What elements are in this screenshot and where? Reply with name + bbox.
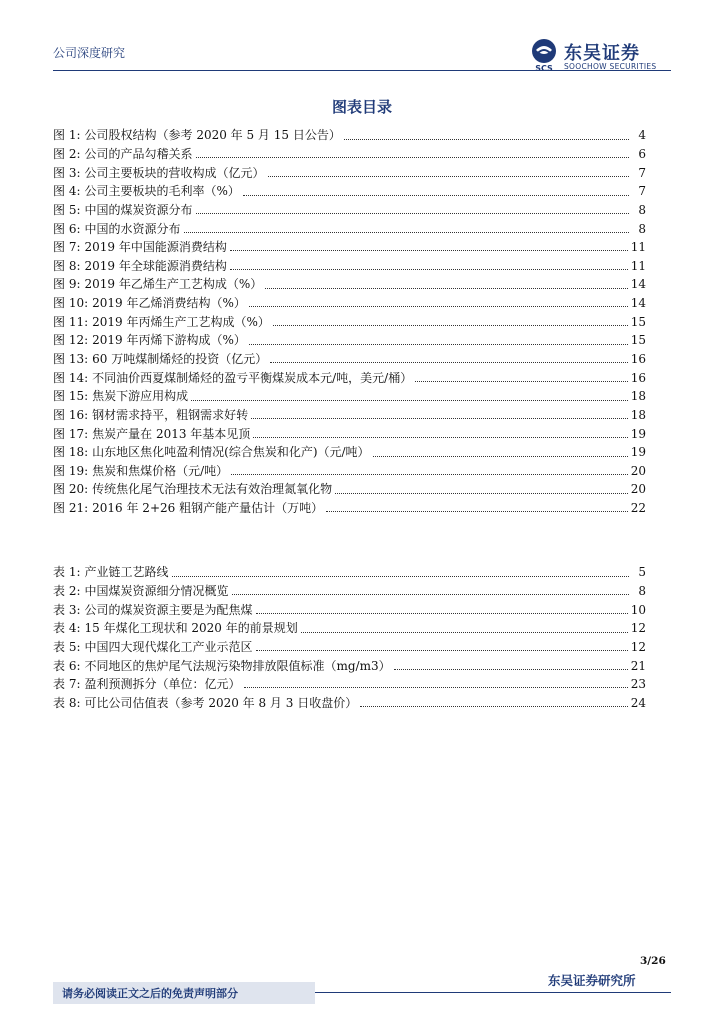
- toc-entry-page: 20: [630, 463, 646, 478]
- page-number: 3/26: [640, 955, 666, 967]
- toc-entry-title: 公司的产品勾稽关系: [84, 146, 193, 161]
- figure-toc-entry[interactable]: [53, 163, 646, 182]
- toc-entry-page: 19: [630, 445, 646, 460]
- toc-entry-label: 图 17:: [53, 426, 89, 441]
- toc-entry-title: 可比公司估值表（参考 2020 年 8 月 3 日收盘价）: [84, 695, 358, 710]
- table-toc-entry[interactable]: [53, 619, 646, 638]
- figure-toc-entry[interactable]: [53, 126, 646, 145]
- toc-entry-page: 8: [638, 221, 646, 236]
- toc-entry-label: 图 6:: [53, 221, 81, 236]
- toc-dot-leader: [232, 593, 629, 595]
- toc-entry-label: 图 16:: [53, 407, 89, 422]
- toc-entry-page: 20: [630, 482, 646, 497]
- toc-entry-page: 21: [630, 658, 646, 673]
- toc-entry-page: 16: [630, 370, 646, 385]
- logo-english-name: SOOCHOW SECURITIES: [564, 62, 657, 71]
- table-toc-entry[interactable]: [53, 600, 646, 619]
- toc-dot-leader: [244, 686, 628, 688]
- toc-entry-title: 15 年煤化工现状和 2020 年的前景规划: [84, 621, 298, 636]
- figure-toc-entry[interactable]: [53, 462, 646, 481]
- toc-dot-leader: [326, 510, 628, 512]
- toc-entry-label: 图 20:: [53, 482, 89, 497]
- toc-entry-page: 12: [630, 639, 646, 654]
- figure-toc-entry[interactable]: [53, 145, 646, 164]
- toc-dot-leader: [249, 305, 628, 307]
- figure-toc-entry[interactable]: [53, 312, 646, 331]
- toc-entry-page: 18: [630, 389, 646, 404]
- toc-dot-leader: [253, 436, 627, 438]
- toc-entry-label: 图 19:: [53, 463, 89, 478]
- toc-dot-leader: [249, 343, 628, 345]
- figure-toc-entry[interactable]: [53, 201, 646, 220]
- toc-entry-page: 7: [638, 184, 646, 199]
- toc-entry-title: 公司股权结构（参考 2020 年 5 月 15 日公告）: [84, 128, 341, 143]
- toc-dot-leader: [191, 399, 628, 401]
- toc-entry-title: 2019 年中国能源消费结构: [84, 240, 227, 255]
- toc-entry-title: 中国的煤炭资源分布: [84, 202, 193, 217]
- company-logo: [528, 38, 674, 72]
- toc-entry-page: 7: [638, 165, 646, 180]
- toc-entry-title: 产业链工艺路线: [84, 565, 169, 580]
- toc-entry-label: 表 4:: [53, 621, 81, 636]
- figure-toc-entry[interactable]: [53, 182, 646, 201]
- toc-entry-label: 表 5:: [53, 639, 81, 654]
- toc-entry-page: 10: [630, 602, 646, 617]
- toc-entry-page: 16: [630, 352, 646, 366]
- toc-entry-title: 2019 年丙烯下游构成（%）: [92, 333, 246, 348]
- toc-entry-label: 图 1:: [53, 128, 81, 143]
- toc-dot-leader: [268, 175, 629, 177]
- toc-entry-label: 图 9:: [53, 277, 81, 292]
- toc-entry-page: 22: [630, 501, 646, 516]
- figure-toc-entry[interactable]: [53, 350, 646, 369]
- footer-divider: [315, 992, 671, 993]
- toc-dot-leader: [231, 473, 628, 475]
- toc-entry-title: 不同地区的焦炉尾气法规污染物排放限值标准（mg/m3）: [84, 658, 391, 673]
- toc-entry-label: 表 7:: [53, 677, 81, 692]
- toc-entry-title: 不同油价西夏煤制烯烃的盈亏平衡煤炭成本元/吨，美元/桶）: [92, 370, 413, 385]
- header-divider: [53, 70, 671, 71]
- toc-entry-title: 焦炭下游应用构成: [92, 389, 189, 404]
- toc-entry-label: 图 13:: [53, 352, 89, 366]
- toc-entry-page: 8: [638, 583, 646, 598]
- toc-entry-page: 4: [638, 128, 646, 143]
- toc-dot-leader: [301, 631, 628, 633]
- toc-entry-label: 图 7:: [53, 240, 81, 255]
- toc-dot-leader: [270, 361, 627, 363]
- figure-toc-list: [53, 126, 646, 517]
- table-toc-entry[interactable]: [53, 693, 646, 712]
- figure-toc-entry[interactable]: [53, 256, 646, 275]
- toc-dot-leader: [344, 138, 629, 140]
- toc-dot-leader: [230, 268, 628, 270]
- figure-toc-entry[interactable]: [53, 480, 646, 499]
- toc-entry-label: 表 6:: [53, 658, 81, 673]
- toc-entry-page: 5: [638, 565, 646, 580]
- toc-entry-title: 中国煤炭资源细分情况概览: [84, 583, 229, 598]
- toc-entry-title: 2019 年丙烯生产工艺构成（%）: [92, 314, 270, 329]
- table-toc-list: [53, 563, 646, 712]
- toc-dot-leader: [273, 324, 628, 326]
- toc-entry-title: 焦炭产量在 2013 年基本见顶: [92, 426, 251, 441]
- toc-entry-label: 表 8:: [53, 695, 81, 710]
- toc-entry-label: 表 2:: [53, 583, 81, 598]
- table-toc-entry[interactable]: [53, 675, 646, 694]
- footer-institute-name: 东吴证券研究所: [548, 973, 636, 988]
- toc-dot-leader: [251, 417, 628, 419]
- toc-dot-leader: [196, 212, 629, 214]
- toc-entry-label: 图 18:: [53, 445, 89, 460]
- table-toc-entry[interactable]: [53, 563, 646, 582]
- toc-entry-title: 2019 年乙烯消费结构（%）: [92, 296, 246, 311]
- toc-dot-leader: [265, 287, 627, 289]
- toc-entry-label: 图 11:: [53, 314, 89, 329]
- figure-toc-entry[interactable]: [53, 294, 646, 313]
- toc-entry-page: 11: [630, 240, 646, 255]
- toc-entry-title: 公司主要板块的毛利率（%）: [84, 184, 240, 199]
- logo-chinese-name: 东吴证券: [564, 43, 640, 64]
- scs-logo-mark-icon: [528, 38, 560, 72]
- toc-entry-page: 6: [638, 146, 646, 161]
- toc-entry-title: 传统焦化尾气治理技术无法有效治理氮氧化物: [92, 482, 333, 497]
- table-toc-entry[interactable]: [53, 582, 646, 601]
- toc-entry-title: 焦炭和焦煤价格（元/吨）: [92, 463, 229, 478]
- figure-toc-entry[interactable]: [53, 499, 646, 518]
- toc-entry-title: 中国的水资源分布: [84, 221, 181, 236]
- toc-entry-title: 公司的煤炭资源主要是为配焦煤: [84, 602, 253, 617]
- logo-mark-text: SCS: [535, 64, 553, 72]
- toc-entry-page: 24: [630, 695, 646, 710]
- toc-entry-label: 表 1:: [53, 565, 81, 580]
- toc-dot-leader: [243, 194, 629, 196]
- toc-entry-page: 14: [630, 277, 646, 292]
- toc-entry-label: 图 2:: [53, 146, 81, 161]
- toc-entry-page: 15: [630, 314, 646, 329]
- toc-dot-leader: [360, 705, 628, 707]
- toc-dot-leader: [196, 156, 629, 158]
- toc-entry-label: 图 8:: [53, 258, 81, 273]
- figure-toc-entry[interactable]: [53, 219, 646, 238]
- figure-toc-entry[interactable]: [53, 238, 646, 257]
- toc-entry-page: 11: [630, 258, 646, 273]
- toc-entry-label: 图 3:: [53, 165, 81, 180]
- toc-entry-title: 2019 年全球能源消费结构: [84, 258, 227, 273]
- toc-dot-leader: [172, 575, 629, 577]
- toc-entry-title: 山东地区焦化吨盈利情况(综合焦炭和化产)（元/吨）: [92, 445, 370, 460]
- toc-dot-leader: [373, 455, 628, 457]
- toc-entry-label: 图 10:: [53, 296, 89, 311]
- page-title: 图表目录: [331, 98, 392, 116]
- toc-entry-page: 18: [630, 407, 646, 422]
- toc-entry-label: 图 4:: [53, 184, 81, 199]
- footer-disclaimer: 请务必阅读正文之后的免责声明部分: [62, 987, 238, 1000]
- figure-toc-entry[interactable]: [53, 331, 646, 350]
- toc-entry-title: 2019 年乙烯生产工艺构成（%）: [84, 277, 263, 292]
- toc-entry-title: 2016 年 2+26 粗钢产能产量估计（万吨）: [92, 501, 324, 516]
- toc-dot-leader: [230, 249, 628, 251]
- figure-toc-entry[interactable]: [53, 443, 646, 462]
- toc-entry-label: 图 15:: [53, 389, 89, 404]
- figure-toc-entry[interactable]: [53, 424, 646, 443]
- toc-dot-leader: [256, 649, 628, 651]
- toc-entry-label: 图 12:: [53, 333, 89, 348]
- toc-entry-title: 盈利预测拆分（单位：亿元）: [84, 677, 241, 692]
- toc-entry-page: 12: [630, 621, 646, 636]
- figure-toc-entry[interactable]: [53, 275, 646, 294]
- figure-toc-entry[interactable]: [53, 387, 646, 406]
- table-toc-entry[interactable]: [53, 656, 646, 675]
- toc-dot-leader: [335, 492, 628, 494]
- toc-entry-title: 钢材需求持平，粗钢需求好转: [92, 407, 249, 422]
- toc-entry-label: 图 14:: [53, 370, 89, 385]
- toc-entry-label: 图 21:: [53, 501, 89, 516]
- toc-entry-page: 15: [630, 333, 646, 348]
- toc-entry-page: 19: [630, 426, 646, 441]
- toc-entry-title: 中国四大现代煤化工产业示范区: [84, 639, 253, 654]
- toc-entry-page: 14: [630, 296, 646, 311]
- toc-entry-page: 23: [630, 677, 646, 692]
- toc-entry-title: 公司主要板块的营收构成（亿元）: [84, 165, 265, 180]
- toc-entry-label: 图 5:: [53, 202, 81, 217]
- report-type-label: 公司深度研究: [53, 46, 126, 60]
- toc-dot-leader: [415, 380, 627, 382]
- toc-dot-leader: [394, 668, 628, 670]
- table-toc-entry[interactable]: [53, 638, 646, 657]
- toc-entry-page: 8: [638, 202, 646, 217]
- figure-toc-entry[interactable]: [53, 406, 646, 425]
- figure-toc-entry[interactable]: [53, 368, 646, 387]
- toc-entry-title: 60 万吨煤制烯烃的投资（亿元）: [92, 352, 268, 366]
- toc-dot-leader: [256, 612, 628, 614]
- toc-dot-leader: [184, 231, 629, 233]
- toc-entry-label: 表 3:: [53, 602, 81, 617]
